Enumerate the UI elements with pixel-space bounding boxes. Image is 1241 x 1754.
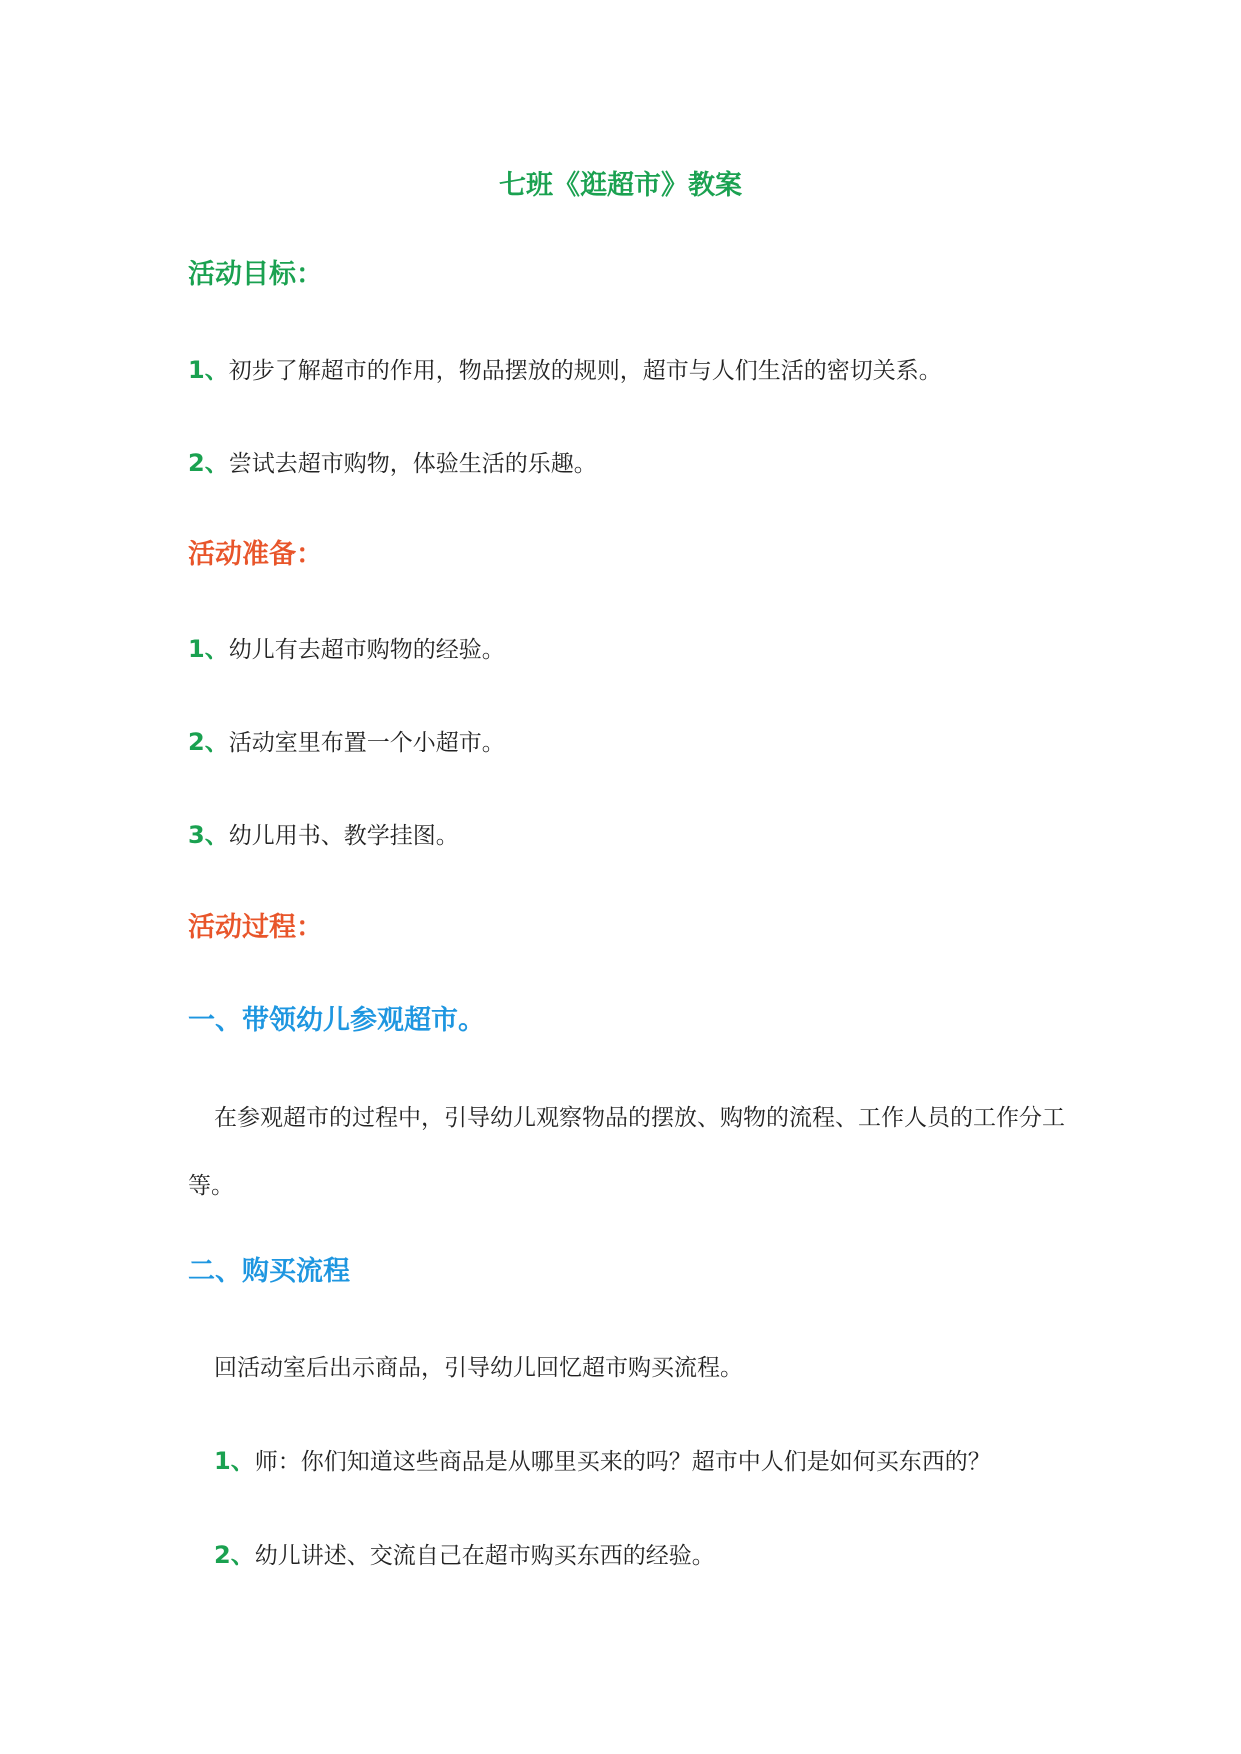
prep-item-1-text: 幼儿有去超市购物的经验。 (228, 637, 505, 663)
prep-item-3-number: 3、 (188, 821, 229, 849)
step1-paragraph: 在参观超市的过程中，引导幼儿观察物品的摆放、购物的流程、工作人员的工作分工等。 (188, 1105, 1065, 1199)
step2-item-2-number: 2、 (214, 1541, 255, 1569)
prep-item-3-text: 幼儿用书、教学挂图。 (228, 823, 459, 849)
step2-item-1-text: 师：你们知道这些商品是从哪里买来的吗？超市中人们是如何买东西的？ (254, 1449, 991, 1475)
step2-item-2-text: 幼儿讲述、交流自己在超市购买东西的经验。 (254, 1543, 715, 1569)
prep-item-3 (188, 818, 459, 853)
step2-heading: 二、购买流程 (188, 1256, 350, 1287)
goal-item-2-number: 2、 (188, 449, 229, 477)
document-title: 七班《逛超市》教案 (499, 170, 742, 201)
goals-heading: 活动目标： (188, 259, 323, 290)
step2-item-1-number: 1、 (214, 1447, 255, 1475)
step2-item-2 (214, 1538, 715, 1573)
goal-item-2-text: 尝试去超市购物，体验生活的乐趣。 (228, 451, 597, 477)
process-heading: 活动过程： (188, 912, 323, 943)
prep-item-1 (188, 632, 505, 667)
step2-item-1 (214, 1444, 991, 1479)
goal-item-1-text: 初步了解超市的作用，物品摆放的规则，超市与人们生活的密切关系。 (228, 358, 942, 384)
goal-item-1 (188, 353, 942, 388)
goal-item-2 (188, 446, 597, 481)
prep-item-2 (188, 725, 505, 760)
step1-heading: 一、带领幼儿参观超市。 (188, 1005, 485, 1036)
prep-item-2-text: 活动室里布置一个小超市。 (228, 730, 505, 756)
prep-item-1-number: 1、 (188, 635, 229, 663)
step2-paragraph: 回活动室后出示商品，引导幼儿回忆超市购买流程。 (214, 1355, 743, 1381)
prep-item-2-number: 2、 (188, 728, 229, 756)
prep-heading: 活动准备： (188, 539, 323, 570)
goal-item-1-number: 1、 (188, 356, 229, 384)
